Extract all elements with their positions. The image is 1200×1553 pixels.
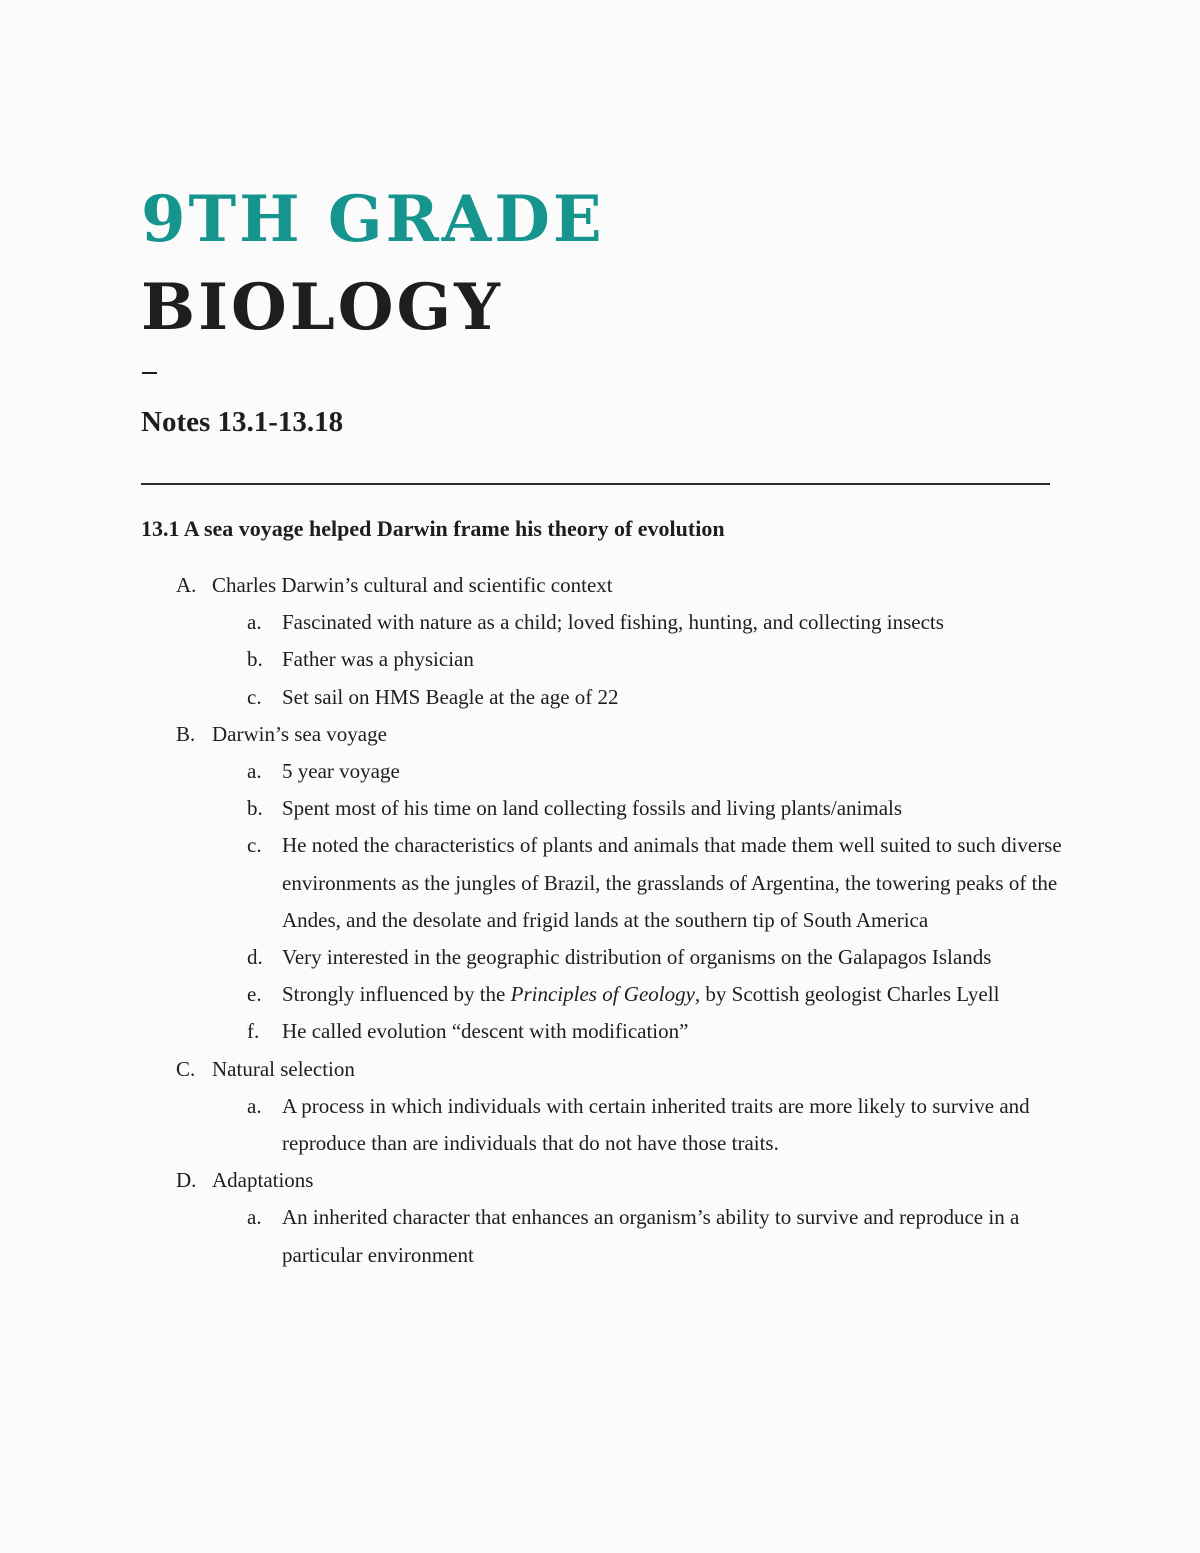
sub-item-text: Father was a physician bbox=[282, 647, 474, 672]
sub-item-text: An inherited character that enhances an organism’s ability to survive and reproduce in a particular environment bbox=[282, 1205, 1020, 1267]
list-item bbox=[0, 790, 1062, 827]
outline-item-text: Darwin’s sea voyage bbox=[212, 721, 387, 746]
list-item bbox=[0, 679, 1062, 716]
sub-marker: f. bbox=[247, 1019, 260, 1044]
sub-item-text: , by Scottish geologist Charles Lyell bbox=[694, 982, 1000, 1007]
outline-item-b bbox=[0, 716, 1200, 753]
list-item bbox=[0, 827, 1062, 939]
sub-marker: a. bbox=[247, 610, 262, 635]
sub-marker: e. bbox=[247, 982, 262, 1007]
section-heading: 13.1 A sea voyage helped Darwin frame his theory of evolution bbox=[141, 516, 725, 541]
sub-marker: a. bbox=[247, 759, 262, 784]
sub-item-text: Spent most of his time on land collecting fossils and living plants/animals bbox=[282, 796, 903, 821]
sub-item-text: Strongly influenced by the bbox=[282, 982, 511, 1007]
sub-marker: c. bbox=[247, 833, 262, 858]
outline-item-d bbox=[0, 1162, 1200, 1199]
list-item bbox=[0, 1199, 1062, 1273]
list-item bbox=[0, 604, 1062, 641]
outline-list bbox=[0, 567, 1200, 1274]
list-item bbox=[0, 1013, 1062, 1050]
list-item bbox=[0, 976, 1062, 1013]
sub-marker: d. bbox=[247, 945, 263, 970]
list-item bbox=[0, 753, 1062, 790]
sub-marker: c. bbox=[247, 684, 262, 709]
outline-item-text: Adaptations bbox=[212, 1168, 314, 1193]
list-item bbox=[0, 641, 1062, 678]
sub-marker: a. bbox=[247, 1093, 262, 1118]
title-dash bbox=[142, 372, 157, 374]
sub-item-text: 5 year voyage bbox=[282, 759, 400, 784]
sub-marker: b. bbox=[247, 647, 263, 672]
sub-item-text: Very interested in the geographic distribution of organisms on the Galapagos Islands bbox=[282, 945, 992, 970]
notes-subtitle: Notes 13.1-13.18 bbox=[141, 406, 344, 438]
sub-marker: b. bbox=[247, 796, 263, 821]
list-item bbox=[0, 1088, 1062, 1162]
outline-marker: C. bbox=[176, 1056, 196, 1081]
outline-marker: D. bbox=[176, 1168, 197, 1193]
book-title: Principles of Geology bbox=[510, 982, 695, 1007]
outline-item-text: Charles Darwin’s cultural and scientific context bbox=[212, 573, 613, 597]
horizontal-rule bbox=[141, 483, 1050, 485]
outline-item-c bbox=[0, 1051, 1200, 1088]
outline-item-text: Natural selection bbox=[212, 1056, 355, 1081]
outline-marker: A. bbox=[176, 573, 197, 597]
sub-marker: a. bbox=[247, 1205, 262, 1230]
outline-marker: B. bbox=[176, 721, 196, 746]
sub-item-text: He noted the characteristics of plants and animals that made them well suited to such diverse environments as the jungles of Brazil, the grasslands of Argentina, the towering peaks of the Andes, and the desolate and frigid lands at the southern tip of South America bbox=[282, 833, 1062, 932]
title-subject: BIOLOGY bbox=[141, 270, 503, 345]
outline-item-a bbox=[0, 567, 1200, 604]
sub-item-text: Fascinated with nature as a child; loved fishing, hunting, and collecting insects bbox=[282, 610, 944, 635]
sub-item-text: He called evolution “descent with modification” bbox=[282, 1019, 689, 1044]
title-grade: 9TH GRADE bbox=[141, 182, 605, 257]
list-item bbox=[0, 939, 1062, 976]
sub-item-text: A process in which individuals with certain inherited traits are more likely to survive and reproduce than are individuals that do not have those traits. bbox=[282, 1093, 1030, 1156]
sub-item-text: Set sail on HMS Beagle at the age of 22 bbox=[282, 684, 619, 709]
